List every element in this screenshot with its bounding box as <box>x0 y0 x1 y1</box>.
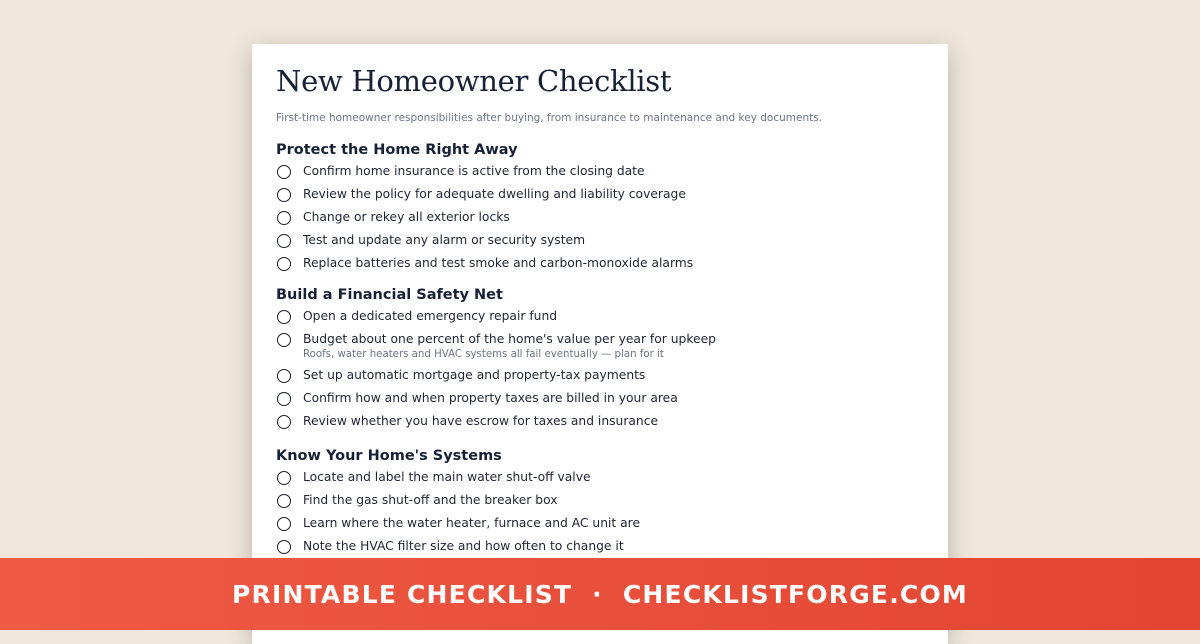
section-heading: Protect the Home Right Away <box>276 142 518 158</box>
checkbox-circle-icon[interactable] <box>277 234 291 248</box>
banner-site-link[interactable]: CHECKLISTFORGE.COM <box>622 579 968 609</box>
checkbox-circle-icon[interactable] <box>277 188 291 202</box>
item-text: Confirm home insurance is active from the closing date <box>303 164 645 178</box>
checkbox-circle-icon[interactable] <box>277 369 291 383</box>
checklist-item[interactable] <box>276 230 916 253</box>
checkbox-circle-icon[interactable] <box>277 540 291 554</box>
banner-label: PRINTABLE CHECKLIST <box>231 579 573 609</box>
checkbox-circle-icon[interactable] <box>277 333 291 347</box>
checklist-item[interactable] <box>276 490 916 513</box>
checkbox-circle-icon[interactable] <box>277 310 291 324</box>
section-heading: Build a Financial Safety Net <box>276 287 503 303</box>
item-note: Roofs, water heaters and HVAC systems all fail eventually — plan for it <box>303 349 664 360</box>
checklist-item[interactable] <box>276 329 916 361</box>
page-title: New Homeowner Checklist <box>276 64 672 98</box>
checklist-item[interactable] <box>276 411 916 434</box>
item-text: Change or rekey all exterior locks <box>303 210 510 224</box>
checkbox-circle-icon[interactable] <box>277 392 291 406</box>
item-text: Locate and label the main water shut-off valve <box>303 470 591 484</box>
checklist-item[interactable] <box>276 184 916 207</box>
item-text: Open a dedicated emergency repair fund <box>303 309 558 323</box>
item-text: Learn where the water heater, furnace and AC unit are <box>303 516 641 530</box>
checklist-item[interactable] <box>276 365 916 388</box>
checklist-item[interactable] <box>276 513 916 536</box>
checklist-item[interactable] <box>276 207 916 230</box>
checklist-item[interactable] <box>276 467 916 490</box>
checkbox-circle-icon[interactable] <box>277 471 291 485</box>
checklist-page <box>252 44 948 644</box>
checkbox-circle-icon[interactable] <box>277 165 291 179</box>
item-text: Budget about one percent of the home's value per year for upkeep <box>303 332 716 346</box>
page-subtitle: First-time homeowner responsibilities after buying, from insurance to maintenance and key documents. <box>276 112 823 124</box>
section-home-systems <box>276 445 916 559</box>
checkbox-circle-icon[interactable] <box>277 494 291 508</box>
item-text: Confirm how and when property taxes are billed in your area <box>303 391 678 405</box>
item-text: Replace batteries and test smoke and carbon-monoxide alarms <box>303 256 694 270</box>
promo-banner <box>0 558 1200 630</box>
checkbox-circle-icon[interactable] <box>277 415 291 429</box>
section-financial-safety-net <box>276 284 916 434</box>
checklist-item[interactable] <box>276 536 916 559</box>
section-protect-home <box>276 139 916 276</box>
checklist-item[interactable] <box>276 161 916 184</box>
item-text: Test and update any alarm or security system <box>303 233 586 247</box>
checklist <box>276 306 916 434</box>
banner-separator: · <box>592 579 603 609</box>
item-text: Set up automatic mortgage and property-tax payments <box>303 368 646 382</box>
checkbox-circle-icon[interactable] <box>277 257 291 271</box>
checklist-item[interactable] <box>276 388 916 411</box>
item-text: Find the gas shut-off and the breaker box <box>303 493 558 507</box>
checklist <box>276 467 916 559</box>
item-text: Note the HVAC filter size and how often to change it <box>303 539 624 553</box>
checkbox-circle-icon[interactable] <box>277 517 291 531</box>
checklist-item[interactable] <box>276 253 916 276</box>
checklist-item[interactable] <box>276 306 916 329</box>
item-text: Review the policy for adequate dwelling and liability coverage <box>303 187 686 201</box>
item-text: Review whether you have escrow for taxes and insurance <box>303 414 659 428</box>
checkbox-circle-icon[interactable] <box>277 211 291 225</box>
section-heading: Know Your Home's Systems <box>276 448 502 464</box>
checklist <box>276 161 916 276</box>
